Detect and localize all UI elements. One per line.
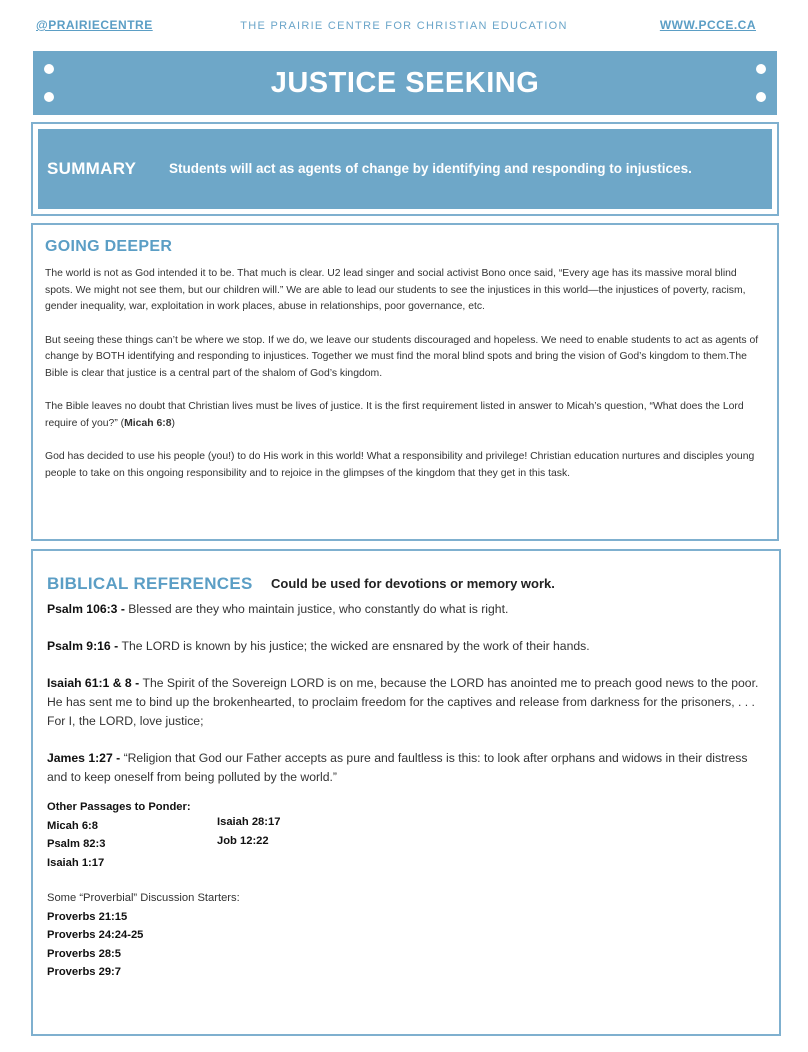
proverb-item: Proverbs 21:15 [47,910,128,923]
proverb-item: Proverbs 24:24-25 [47,929,144,941]
going-deeper-section [31,223,779,541]
passage-item: Isaiah 1:17 [47,856,105,869]
paragraph-text: The Bible leaves no doubt that Christian lives must be lives of justice. It is the first requirement listed in answer to Micah’s question, “What does the Lord require of you?” ( [45,401,744,429]
proverbial-intro: Some “Proverbial” Discussion Starters: [47,892,240,904]
reference-citation: Psalm 9:16 - [47,639,122,653]
social-handle-link[interactable]: @PRAIRIECENTRE [36,18,153,32]
other-passages-column-1 [47,798,191,872]
summary-section [31,122,779,216]
organization-name: THE PRAIRIE CENTRE FOR CHRISTIAN EDUCATION [240,20,568,32]
title-banner [33,51,777,115]
reference-text: The Spirit of the Sovereign LORD is on me, because the LORD has anointed me to preach good news to the poor. He has sent me to bind up the brokenhearted, to proclaim freedom for the captives and release from darkness for the prisoners, . . . For I, the LORD, love justice; [47,676,759,728]
reference-citation: Psalm 106:3 - [47,602,129,616]
reference-text: The LORD is known by his justice; the wicked are ensnared by the work of their hands. [121,639,590,653]
references-list [47,600,769,805]
summary-text: Students will act as agents of change by identifying and responding to injustices. [169,161,692,176]
paragraph: The world is not as God intended it to be. That much is clear. U2 lead singer and social activist Bono once said, “Every age has its massive moral blind spots. We might not see them, but our children will.” We are able to lead our students to see the injustices in this world—the injustices of poverty, racism, gender inequality, war, exploitation in work places, abuse in relationships, poor governance, etc. [45,268,746,312]
paragraph-text: ) [171,417,175,429]
passage-item: Isaiah 28:17 [217,816,281,828]
proverb-item: Proverbs 28:5 [47,947,122,960]
reference-item [47,637,769,656]
website-link[interactable]: WWW.PCCE.CA [659,18,756,32]
paragraph [45,399,767,432]
passage-item: Job 12:22 [217,834,269,847]
passage-item: Micah 6:8 [47,819,98,832]
biblical-references-heading: BIBLICAL REFERENCES [47,574,253,593]
page-title: JUSTICE SEEKING [270,67,540,99]
summary-label: SUMMARY [47,159,137,178]
reference-item [47,600,769,619]
passage-item: Psalm 82:3 [47,838,106,850]
reference-item [47,674,769,731]
reference-text: Blessed are they who maintain justice, who constantly do what is right. [128,602,509,616]
biblical-references-subtitle: Could be used for devotions or memory work. [271,576,555,591]
scripture-reference: Micah 6:8 [124,417,172,429]
going-deeper-body [45,266,767,499]
going-deeper-heading: GOING DEEPER [45,238,173,255]
reference-citation: James 1:27 - [47,751,124,765]
other-passages-heading: Other Passages to Ponder: [47,801,191,813]
other-passages-column-2 [217,813,280,850]
paragraph: God has decided to use his people (you!) to do His work in this world! What a responsibility and privilege! Christian education nurtures and disciples young people to take on this ongoing responsibility and to rejoice in the glimpses of the kingdom that they get in this task. [45,451,755,479]
biblical-references-section [31,549,781,1036]
proverb-item: Proverbs 29:7 [47,966,122,978]
reference-text: “Religion that God our Father accepts as pure and faultless is this: to look after orphans and widows in their distress and to keep oneself from being polluted by the world.” [47,751,748,784]
proverbial-starters [47,889,240,982]
paragraph: But seeing these things can’t be where we stop. If we do, we leave our students discouraged and hopeless. We need to enable students to act as agents of change by BOTH identifying and responding to injustices. Together we must find the moral blind spots and bring the vision of God’s kingdom to them.The Bible is clear that justice is a central part of the shalom of God’s kingdom. [45,334,759,379]
reference-item [47,749,769,787]
summary-panel [38,129,772,209]
top-bar [0,12,808,40]
reference-citation: Isaiah 61:1 & 8 - [47,676,143,690]
